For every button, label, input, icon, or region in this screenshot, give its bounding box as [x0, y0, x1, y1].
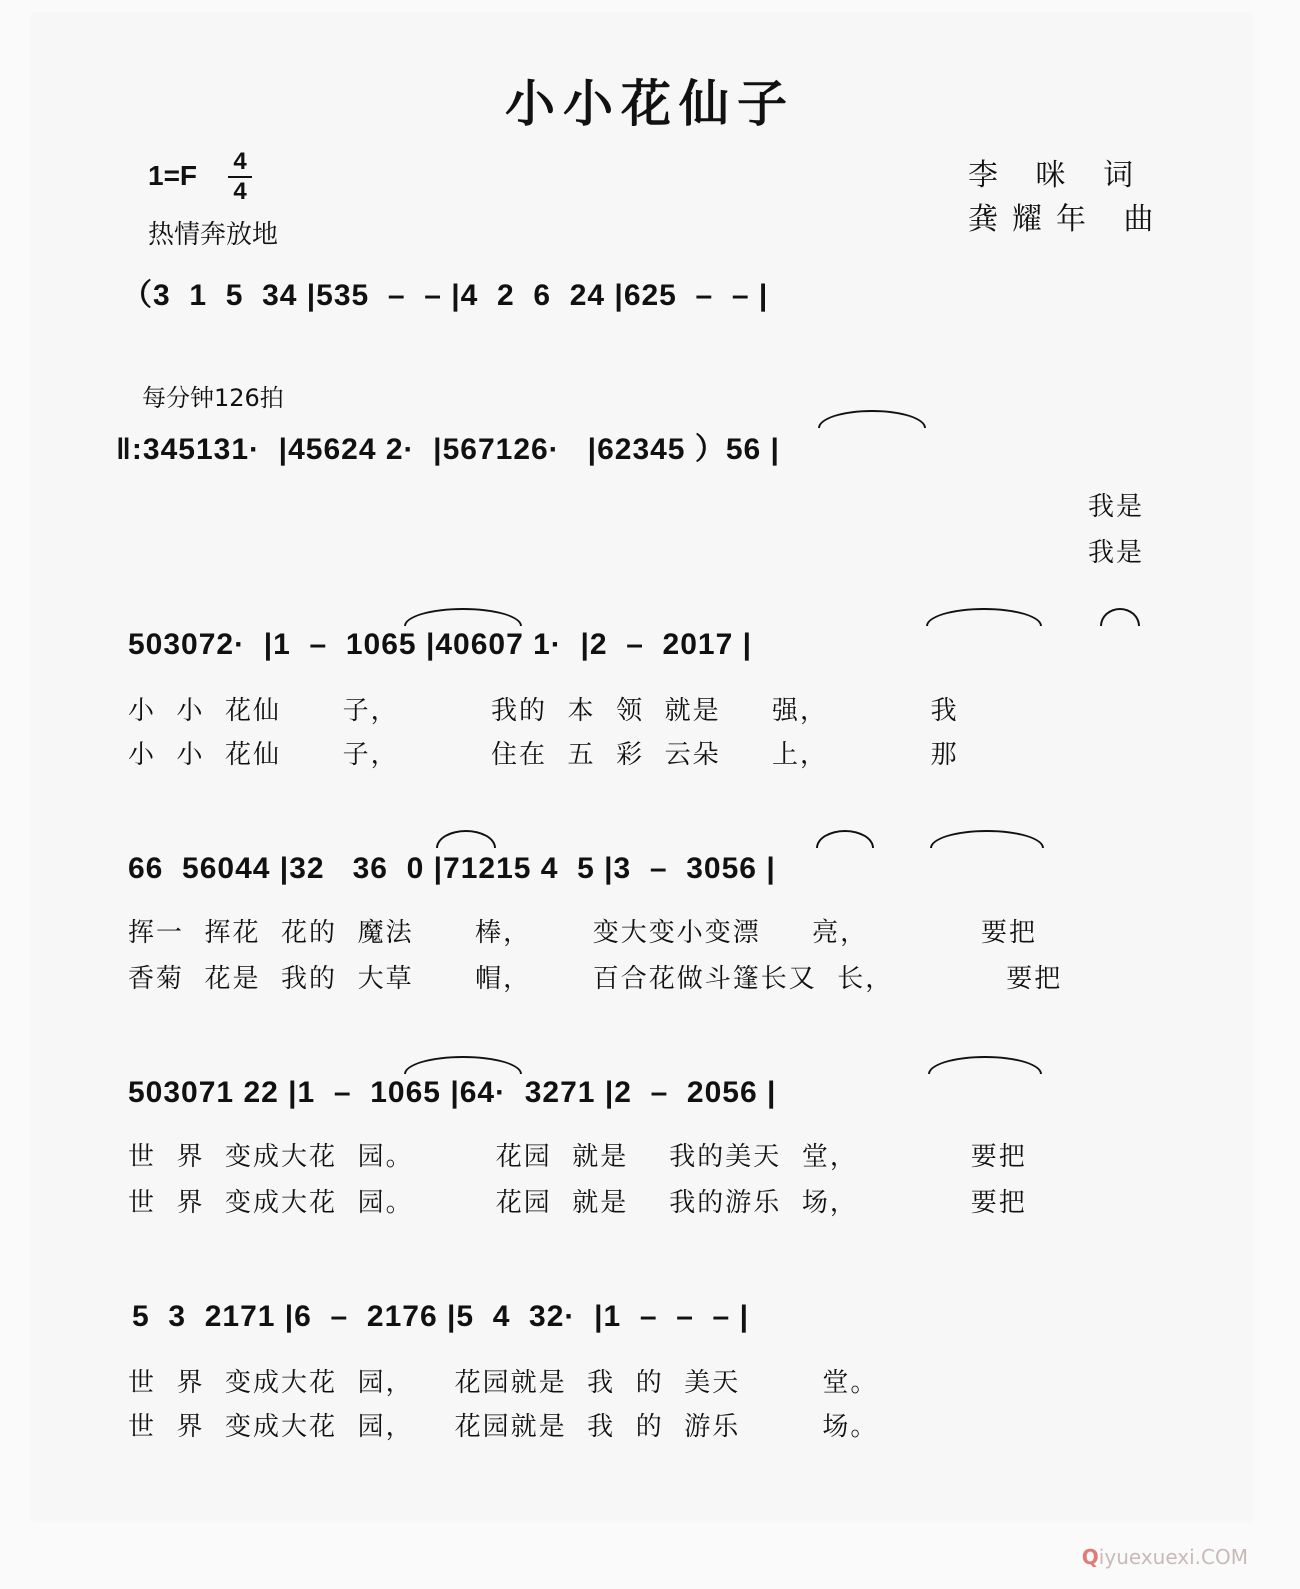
time-signature-top: 4 — [233, 148, 247, 175]
watermark-q: Q — [1081, 1545, 1099, 1569]
lyric-line-4-verse-2: 世 界 变成大花 园， 花园就是 我 的 游乐 场。 — [128, 1412, 879, 1442]
lyric-line-1-verse-1: 小 小 花仙 子， 我的 本 领 就是 强， 我 — [128, 696, 959, 726]
lyric-line-3-verse-2: 世 界 变成大花 园。 花园 就是 我的游乐 场， 要把 — [128, 1188, 1027, 1218]
lyric-line-1-verse-2: 小 小 花仙 子， 住在 五 彩 云朵 上， 那 — [128, 740, 959, 770]
expression-marking: 热情奔放地 — [148, 220, 279, 250]
music-row-6: 5 3 2171 |6 – 2176 |5 4 32· |1 – – – | — [132, 1300, 749, 1333]
time-signature — [228, 150, 252, 204]
lyric-line-3-verse-1: 世 界 变成大花 园。 花园 就是 我的美天 堂， 要把 — [128, 1142, 1027, 1172]
pickup-lyric-2: 我是 — [1088, 538, 1145, 568]
key-signature: 1=F — [148, 160, 198, 191]
song-title: 小小花仙子 — [505, 74, 795, 133]
site-watermark — [1082, 1545, 1248, 1569]
music-row-intro: （3 1 5 34 |535 – – |4 2 6 24 |625 – – | — [122, 279, 769, 312]
lyricist-credit: 李 咪 词 — [968, 158, 1148, 193]
watermark-text: iyuexuexi.COM — [1098, 1545, 1248, 1569]
pickup-lyric-1: 我是 — [1088, 492, 1145, 522]
music-row-4: 66 56044 |32 36 0 |71215 4 5 |3 – 3056 | — [128, 852, 776, 885]
lyric-line-4-verse-1: 世 界 变成大花 园， 花园就是 我 的 美天 堂。 — [128, 1368, 879, 1398]
lyric-line-2-verse-1: 挥一 挥花 花的 魔法 棒， 变大变小变漂 亮， 要把 — [128, 918, 1037, 948]
composer-credit: 龚耀年 曲 — [968, 202, 1168, 237]
music-row-2: ‖:345131· |45624 2· |567126· |62345 ）56 | — [116, 433, 780, 466]
music-row-5: 503071 22 |1 – 1065 |64· 3271 |2 – 2056 | — [128, 1076, 777, 1109]
music-row-3: 503072· |1 – 1065 |40607 1· |2 – 2017 | — [128, 628, 753, 661]
tempo-marking: 每分钟126拍 — [142, 384, 284, 412]
lyric-line-2-verse-2: 香菊 花是 我的 大草 帽， 百合花做斗篷长又 长， 要把 — [128, 964, 1063, 994]
time-signature-bottom: 4 — [233, 178, 247, 205]
